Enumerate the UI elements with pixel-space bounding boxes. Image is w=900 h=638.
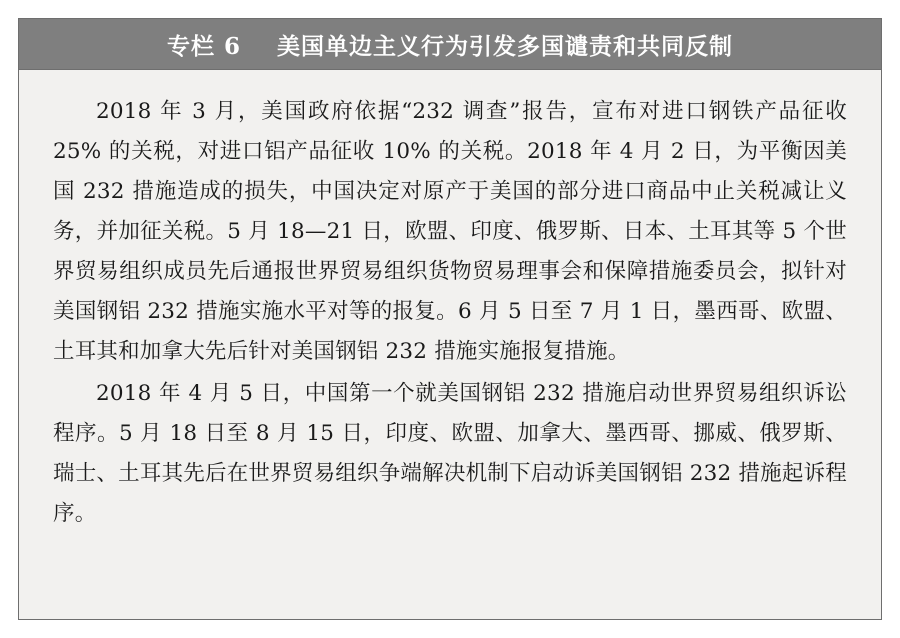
- callout-box-header: [19, 19, 881, 70]
- paragraph-2: 2018 年 4 月 5 日，中国第一个就美国钢铝 232 措施启动世界贸易组织诉讼程序。5 月 18 日至 8 月 15 日，印度、欧盟、加拿大、墨西哥、挪威、俄罗斯、瑞士、土耳其先后在世界贸易组织争端解决机制下启动诉美国钢铝 232 措施起诉程序。: [53, 381, 847, 526]
- callout-box-title: 专栏 6 美国单边主义行为引发多国谴责和共同反制: [166, 32, 734, 60]
- paragraph-1: 2018 年 3 月，美国政府依据“232 调查”报告，宣布对进口钢铁产品征收 25% 的关税，对进口铝产品征收 10% 的关税。2018 年 4 月 2 日，为平衡因美国 232 措施造成的损失，中国决定对原产于美国的部分进口商品中止关税减让义务，并加征关税。5 月 18—21 日，欧盟、印度、俄罗斯、日本、土耳其等 5 个世界贸易组织成员先后通报世界贸易组织货物贸易理事会和保障措施委员会，拟针对美国钢铝 232 措施实施水平对等的报复。6 月 5 日至 7 月 1 日，墨西哥、欧盟、土耳其和加拿大先后针对美国钢铝 232 措施实施报复措施。: [53, 99, 847, 364]
- callout-box: [18, 18, 882, 620]
- callout-box-body: [19, 70, 881, 546]
